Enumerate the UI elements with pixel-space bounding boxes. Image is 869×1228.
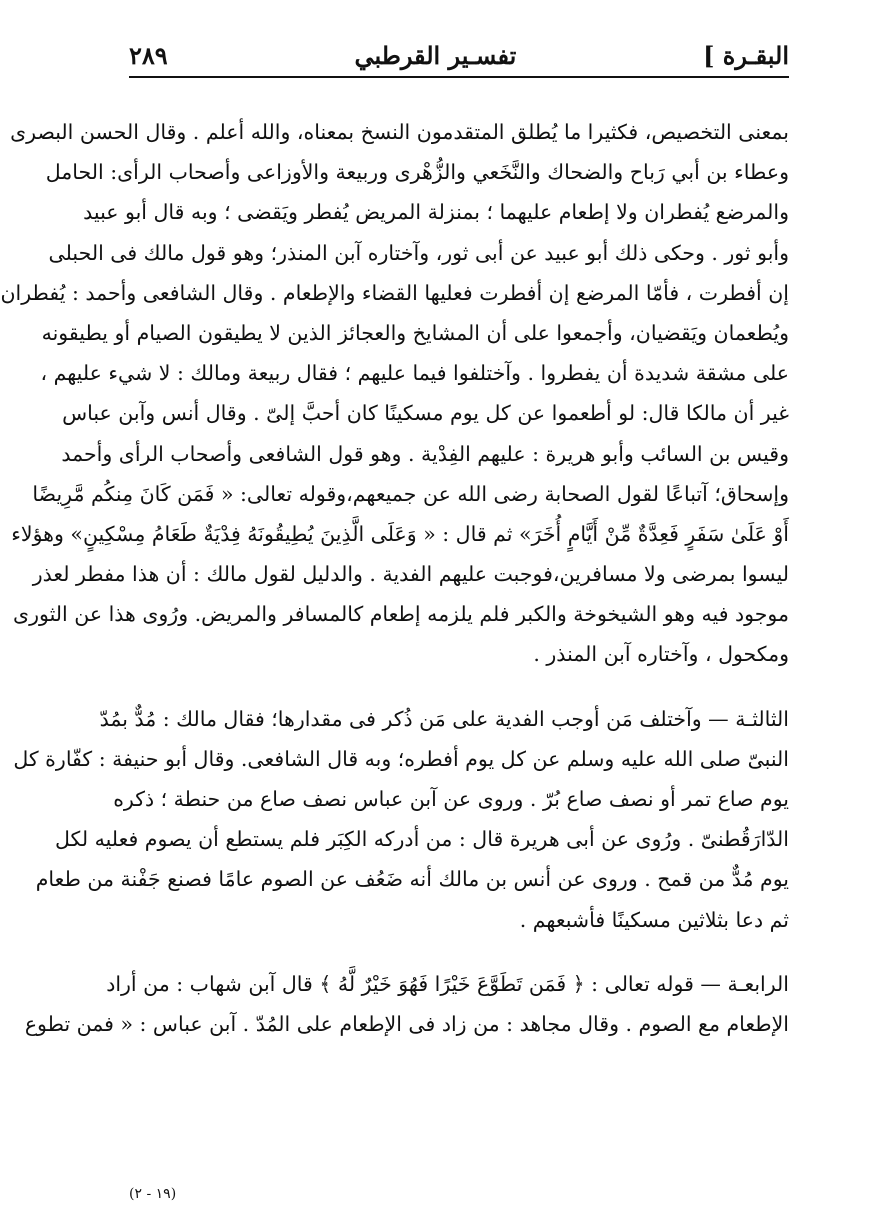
text-line: ثم دعا بثلاثين مسكينًا فأشبعهم . [519,907,789,932]
text-line: على مشقة شديدة أن يفطروا . وآختلفوا فيما عليهم ؛ فقال ربيعة ومالك : لا شيء عليهم ، [40,361,789,386]
text-line: الإطعام مع الصوم . وقال مجاهد : من زاد فى الإطعام على المُدّ . آبن عباس : « فمن تطوع [24,1011,789,1036]
text-line: ومكحول ، وآختاره آبن المنذر . [533,642,789,667]
text-line: الدّارَقُطنىّ . ورُوى عن أبى هريرة قال : من أدركه الكِبَر فلم يستطع أن يصوم فعليه لكل [55,827,789,852]
text-line: النبىّ صلى الله عليه وسلم عن كل يوم أفطره؛ وبه قال الشافعى. وقال أبو حنيفة : كفّارة كل [13,746,789,771]
text-line: غير أن مالكا قال: لو أطعموا عن كل يوم مسكينًا كان أحبَّ إلىّ . وقال أنس وآبن عباس [62,401,789,426]
text-line: وقيس بن السائب وأبو هريرة : عليهم الفِدْية . وهو قول الشافعى وأصحاب الرأى وأحمد [61,441,789,466]
text-line: بمعنى التخصيص، فكثيرا ما يُطلق المتقدمون النسخ بمعناه، والله أعلم . وقال الحسن البصرى [10,120,789,144]
text-line: وإسحاق؛ آتباعًا لقول الصحابة رضى الله عن جميعهم،وقوله تعالى: « فَمَن كَانَ مِنكُم مَّرِيضًا [32,481,789,506]
running-header [129,38,789,78]
text-line: ليسوا بمرضى ولا مسافرين،فوجبت عليهم الفدية . والدليل لقول مالك : أن هذا مفطر لعذر [32,562,789,587]
text-line: والمرضع يُفطران ولا إطعام عليهما ؛ بمنزلة المريض يُفطر ويَقضى ؛ وبه قال أبو عبيد [83,200,789,225]
page-number: ٢٨٩ [129,41,168,70]
text-line: وعطاء بن أبي رَباح والضحاك والنَّخَعي والزُّهْرى وربيعة والأوزاعى وأصحاب الرأى: الحامل [45,160,789,185]
printer-signature: (١٩ - ٢) [129,1186,177,1202]
paragraph-2 [13,699,789,940]
text-line: الرابعـة — قوله تعالى : ﴿ فَمَن تَطَوَّعَ خَيْرًا فَهُوَ خَيْرٌ لَّهُ ﴾ قال آبن شهاب : من أراد [106,971,789,996]
page-body [0,112,789,1044]
surah-name: البقـرة ] [703,41,789,70]
text-line: يوم صاع تمر أو نصف صاع بُرّ . وروى عن آبن عباس نصف صاع من حنطة ؛ ذكره [113,787,789,811]
text-line: ويُطعمان ويَقضيان، وأجمعوا على أن المشايخ والعجائز الذين لا يطيقون الصيام أو يطيقونه [41,320,789,345]
text-line: يوم مُدٌّ من قمح . وروى عن أنس بن مالك أنه ضَعُف عن الصوم عامًا فصنع جَفْنة من طعام [35,867,789,892]
text-line: الثالثـة — وآختلف مَن أوجب الفدية على مَن ذُكر فى مقدارها؛ فقال مالك : مُدٌّ بمُدّ [99,706,789,731]
text-line: إن أفطرت ، فأمّا المرضع إن أفطرت فعليها القضاء والإطعام . وقال الشافعى وأحمد : يُفطران [0,280,789,305]
paragraph-gap [129,675,789,699]
paragraph-3 [24,964,789,1044]
text-line: أَوْ عَلَىٰ سَفَرٍ فَعِدَّةٌ مِّنْ أَيَّامٍ أُخَرَ» ثم قال : « وَعَلَى الَّذِينَ يُطِيقُونَهُ فِدْيَةٌ طَعَامُ مِسْكِينٍ» وهؤلاء [11,521,789,546]
paragraph-gap [129,940,789,964]
text-line: موجود فيه وهو الشيخوخة والكبر فلم يلزمه إطعام كالمسافر والمريض. ورُوى هذا عن الثورى [13,602,789,627]
text-line: وأبو ثور . وحكى ذلك أبو عبيد عن أبى ثور، وآختاره آبن المنذر؛ وهو قول مالك فى الحبلى [48,240,789,265]
paragraph-1 [0,112,789,675]
book-title: تفسـير القرطبي [354,41,517,70]
